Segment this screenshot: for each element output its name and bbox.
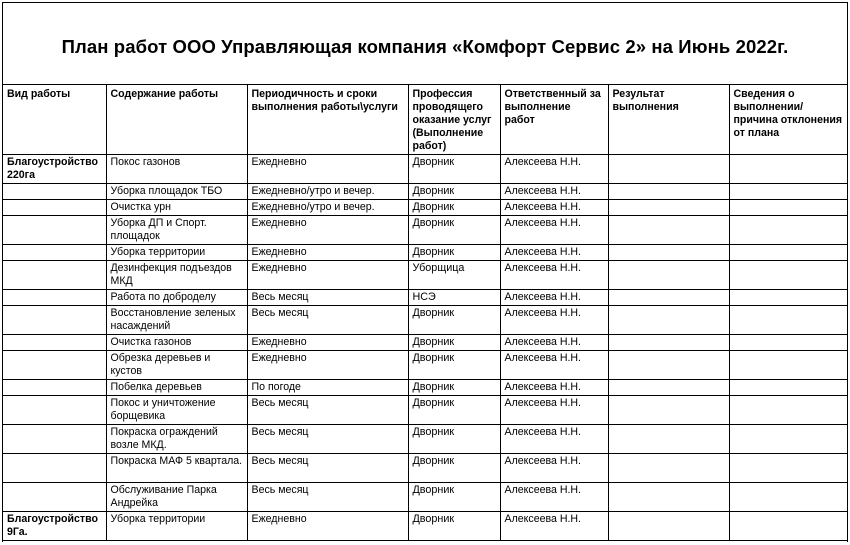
cell-info	[729, 512, 848, 541]
cell-responsible: Алексеева Н.Н.	[500, 335, 608, 351]
column-header-period: Периодичность и сроки выполнения работы\услуги	[247, 85, 408, 155]
cell-period: По погоде	[247, 380, 408, 396]
cell-result	[608, 483, 729, 512]
cell-responsible: Алексеева Н.Н.	[500, 200, 608, 216]
cell-content: Обрезка деревьев и кустов	[106, 351, 247, 380]
cell-period: Весь месяц	[247, 483, 408, 512]
table-row	[3, 155, 848, 184]
cell-profession: Дворник	[408, 306, 500, 335]
cell-result	[608, 184, 729, 200]
cell-profession: Уборщица	[408, 261, 500, 290]
cell-profession: Дворник	[408, 200, 500, 216]
cell-period: Ежедневно	[247, 155, 408, 184]
cell-period: Ежедневно	[247, 261, 408, 290]
cell-responsible: Алексеева Н.Н.	[500, 261, 608, 290]
cell-result	[608, 380, 729, 396]
table-row	[3, 483, 848, 512]
cell-type	[3, 290, 106, 306]
cell-responsible: Алексеева Н.Н.	[500, 290, 608, 306]
cell-info	[729, 290, 848, 306]
cell-responsible: Алексеева Н.Н.	[500, 380, 608, 396]
cell-type	[3, 425, 106, 454]
table-row	[3, 335, 848, 351]
table-row	[3, 380, 848, 396]
cell-profession: НСЭ	[408, 290, 500, 306]
cell-responsible: Алексеева Н.Н.	[500, 306, 608, 335]
table-row	[3, 245, 848, 261]
cell-content: Очистка урн	[106, 200, 247, 216]
cell-result	[608, 216, 729, 245]
cell-responsible: Алексеева Н.Н.	[500, 512, 608, 541]
table-row	[3, 351, 848, 380]
cell-responsible: Алексеева Н.Н.	[500, 396, 608, 425]
cell-type	[3, 380, 106, 396]
cell-type	[3, 306, 106, 335]
table-row	[3, 396, 848, 425]
cell-profession: Дворник	[408, 396, 500, 425]
cell-responsible: Алексеева Н.Н.	[500, 454, 608, 483]
cell-info	[729, 245, 848, 261]
cell-profession: Дворник	[408, 380, 500, 396]
cell-info	[729, 454, 848, 483]
cell-content: Очистка газонов	[106, 335, 247, 351]
cell-period: Ежедневно/утро и вечер.	[247, 184, 408, 200]
cell-profession: Дворник	[408, 155, 500, 184]
work-plan-table	[3, 85, 848, 541]
table-row	[3, 200, 848, 216]
cell-info	[729, 200, 848, 216]
cell-responsible: Алексеева Н.Н.	[500, 216, 608, 245]
table-header-row	[3, 85, 848, 155]
cell-type: Благоустройство 9Га.	[3, 512, 106, 541]
cell-content: Восстановление зеленых насаждений	[106, 306, 247, 335]
cell-content: Дезинфекция подъездов МКД	[106, 261, 247, 290]
cell-content: Побелка деревьев	[106, 380, 247, 396]
cell-type	[3, 396, 106, 425]
title-box	[3, 3, 847, 85]
cell-type	[3, 261, 106, 290]
cell-period: Весь месяц	[247, 396, 408, 425]
cell-period: Ежедневно	[247, 245, 408, 261]
table-row	[3, 216, 848, 245]
cell-profession: Дворник	[408, 483, 500, 512]
cell-type: Благоустройство 220га	[3, 155, 106, 184]
cell-profession: Дворник	[408, 454, 500, 483]
cell-responsible: Алексеева Н.Н.	[500, 483, 608, 512]
cell-type	[3, 454, 106, 483]
cell-profession: Дворник	[408, 216, 500, 245]
cell-responsible: Алексеева Н.Н.	[500, 245, 608, 261]
table-row	[3, 454, 848, 483]
cell-profession: Дворник	[408, 335, 500, 351]
cell-type	[3, 200, 106, 216]
table-row	[3, 261, 848, 290]
cell-period: Ежедневно	[247, 351, 408, 380]
cell-period: Весь месяц	[247, 306, 408, 335]
cell-info	[729, 306, 848, 335]
cell-result	[608, 200, 729, 216]
cell-content: Работа по доброделу	[106, 290, 247, 306]
table-row	[3, 184, 848, 200]
column-header-type: Вид работы	[3, 85, 106, 155]
cell-period: Весь месяц	[247, 454, 408, 483]
cell-content: Покраска ограждений возле МКД.	[106, 425, 247, 454]
table-row	[3, 306, 848, 335]
cell-result	[608, 245, 729, 261]
cell-info	[729, 483, 848, 512]
cell-info	[729, 396, 848, 425]
cell-period: Ежедневно/утро и вечер.	[247, 200, 408, 216]
cell-result	[608, 351, 729, 380]
cell-content: Покос и уничтожение борщевика	[106, 396, 247, 425]
cell-info	[729, 380, 848, 396]
table-row	[3, 425, 848, 454]
cell-result	[608, 306, 729, 335]
cell-content: Уборка площадок ТБО	[106, 184, 247, 200]
cell-profession: Дворник	[408, 512, 500, 541]
cell-type	[3, 335, 106, 351]
cell-profession: Дворник	[408, 184, 500, 200]
cell-result	[608, 512, 729, 541]
table-row	[3, 290, 848, 306]
cell-responsible: Алексеева Н.Н.	[500, 425, 608, 454]
document-sheet	[2, 2, 848, 542]
cell-responsible: Алексеева Н.Н.	[500, 351, 608, 380]
cell-info	[729, 425, 848, 454]
cell-content: Уборка территории	[106, 245, 247, 261]
cell-result	[608, 425, 729, 454]
cell-info	[729, 216, 848, 245]
cell-type	[3, 216, 106, 245]
cell-period: Весь месяц	[247, 290, 408, 306]
cell-info	[729, 351, 848, 380]
cell-info	[729, 261, 848, 290]
cell-content: Покраска МАФ 5 квартала.	[106, 454, 247, 483]
cell-profession: Дворник	[408, 425, 500, 454]
column-header-responsible: Ответственный за выполнение работ	[500, 85, 608, 155]
cell-result	[608, 155, 729, 184]
cell-info	[729, 155, 848, 184]
column-header-info: Сведения о выполнении/ причина отклонения от плана	[729, 85, 848, 155]
cell-result	[608, 335, 729, 351]
cell-type	[3, 245, 106, 261]
cell-result	[608, 396, 729, 425]
cell-profession: Дворник	[408, 351, 500, 380]
cell-result	[608, 261, 729, 290]
cell-type	[3, 184, 106, 200]
cell-period: Ежедневно	[247, 335, 408, 351]
cell-content: Покос газонов	[106, 155, 247, 184]
cell-type	[3, 483, 106, 512]
cell-responsible: Алексеева Н.Н.	[500, 155, 608, 184]
table-row	[3, 512, 848, 541]
cell-period: Ежедневно	[247, 216, 408, 245]
cell-responsible: Алексеева Н.Н.	[500, 184, 608, 200]
cell-info	[729, 335, 848, 351]
cell-period: Ежедневно	[247, 512, 408, 541]
cell-result	[608, 454, 729, 483]
cell-content: Обслуживание Парка Андрейка	[106, 483, 247, 512]
column-header-profession: Профессия проводящего оказание услуг (Выполнение работ)	[408, 85, 500, 155]
cell-content: Уборка ДП и Спорт. площадок	[106, 216, 247, 245]
cell-type	[3, 351, 106, 380]
cell-content: Уборка территории	[106, 512, 247, 541]
cell-profession: Дворник	[408, 245, 500, 261]
document-title: План работ ООО Управляющая компания «Комфорт Сервис 2» на Июнь 2022г.	[61, 35, 789, 57]
cell-info	[729, 184, 848, 200]
cell-result	[608, 290, 729, 306]
cell-period: Весь месяц	[247, 425, 408, 454]
column-header-result: Результат выполнения	[608, 85, 729, 155]
column-header-content: Содержание работы	[106, 85, 247, 155]
